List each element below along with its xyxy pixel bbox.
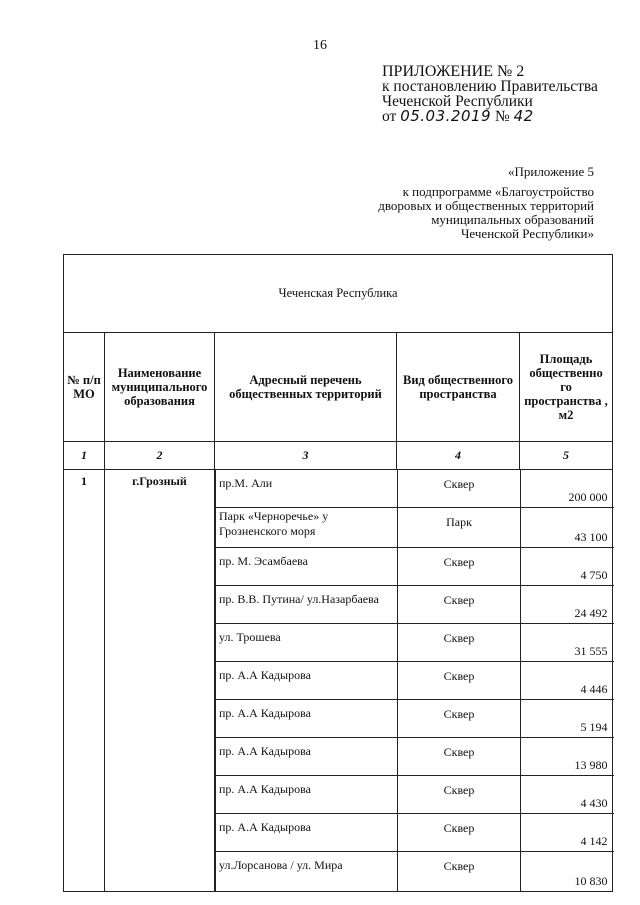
appendix5-line: к подпрограмме «Благоустройство <box>402 184 594 199</box>
address-cell: пр. М. Эсамбаева <box>216 548 398 586</box>
type-cell: Сквер <box>398 662 521 700</box>
table-row <box>216 852 614 892</box>
header-address: Адресный перечень общественных территорий <box>215 333 397 442</box>
appendix2-line3: Чеченской Республики <box>382 93 533 110</box>
area-cell: 4 142 <box>521 814 614 852</box>
address-cell: пр. В.В. Путина/ ул.Назарбаева <box>216 586 398 624</box>
type-cell: Сквер <box>398 470 521 508</box>
type-cell: Сквер <box>398 814 521 852</box>
handwritten-date: 05.03.2019 <box>400 107 492 125</box>
col-number: 5 <box>520 442 613 470</box>
area-cell: 13 980 <box>521 738 614 776</box>
area-cell: 10 830 <box>574 874 608 888</box>
type-cell: Сквер <box>398 548 521 586</box>
header-type: Вид общественного пространства <box>397 333 520 442</box>
header-area: Площадь общественно го пространства , м2 <box>520 333 613 442</box>
address-cell: ул.Лорсанова / ул. Мира <box>216 852 398 892</box>
appendix5-line: Чеченской Республики» <box>460 226 594 241</box>
territories-table <box>63 254 613 892</box>
type-cell: Парк <box>398 508 521 548</box>
address-cell: пр.М. Али <box>216 470 398 508</box>
address-cell: пр. А.А Кадырова <box>216 814 398 852</box>
type-cell: Сквер <box>398 776 521 814</box>
area-cell: 43 100 <box>521 508 614 548</box>
table-row <box>216 662 614 700</box>
municipality-name: г.Грозный <box>105 470 215 892</box>
area-cell: 5 194 <box>521 700 614 738</box>
table-row <box>216 548 614 586</box>
table-row <box>216 700 614 738</box>
appendix5-line: муниципальных образований <box>431 212 594 227</box>
address-cell: пр. А.А Кадырова <box>216 700 398 738</box>
type-cell: Сквер <box>398 700 521 738</box>
appendix5-title: «Приложение 5 <box>507 164 594 179</box>
region-title: Чеченская Республика <box>64 255 613 333</box>
address-cell: пр. А.А Кадырова <box>216 776 398 814</box>
type-cell: Сквер <box>398 738 521 776</box>
col-number: 1 <box>64 442 105 470</box>
address-cell: пр. А.А Кадырова <box>216 662 398 700</box>
area-cell: 24 492 <box>521 586 614 624</box>
header-num: № п/п МО <box>64 333 105 442</box>
date-prefix: от <box>382 108 397 125</box>
address-cell: ул. Трошева <box>216 624 398 662</box>
table-row <box>216 776 614 814</box>
territories-subtable <box>215 470 614 891</box>
table-row <box>216 624 614 662</box>
handwritten-number: 42 <box>513 107 534 125</box>
appendix5-block <box>378 165 594 241</box>
table-row <box>216 586 614 624</box>
appendix2-title: ПРИЛОЖЕНИЕ № 2 <box>382 63 525 80</box>
col-number: 2 <box>105 442 215 470</box>
appendix2-block <box>382 64 598 124</box>
table-row <box>216 470 614 508</box>
page-number: 16 <box>313 38 327 53</box>
col-number: 3 <box>215 442 397 470</box>
area-cell: 4 430 <box>521 776 614 814</box>
appendix5-line: дворовых и общественных территорий <box>378 198 594 213</box>
municipality-num: 1 <box>64 470 105 892</box>
number-sign: № <box>494 108 510 125</box>
address-cell: пр. А.А Кадырова <box>216 738 398 776</box>
area-cell: 4 446 <box>521 662 614 700</box>
address-cell: Парк «Черноречье» у Грозненского моря <box>216 508 398 548</box>
type-cell: Сквер <box>398 624 521 662</box>
table-row <box>216 738 614 776</box>
header-name: Наименование муниципального образования <box>105 333 215 442</box>
area-cell: 4 750 <box>521 548 614 586</box>
appendix2-line2: к постановлению Правительства <box>382 78 598 95</box>
col-number: 4 <box>397 442 520 470</box>
table-row <box>216 814 614 852</box>
type-cell: Сквер <box>398 852 521 892</box>
territories-list <box>215 470 613 892</box>
area-cell: 31 555 <box>521 624 614 662</box>
appendix2-date-line <box>382 109 598 124</box>
type-cell: Сквер <box>398 586 521 624</box>
area-cell: 200 000 <box>521 470 614 508</box>
table-row <box>216 508 614 548</box>
